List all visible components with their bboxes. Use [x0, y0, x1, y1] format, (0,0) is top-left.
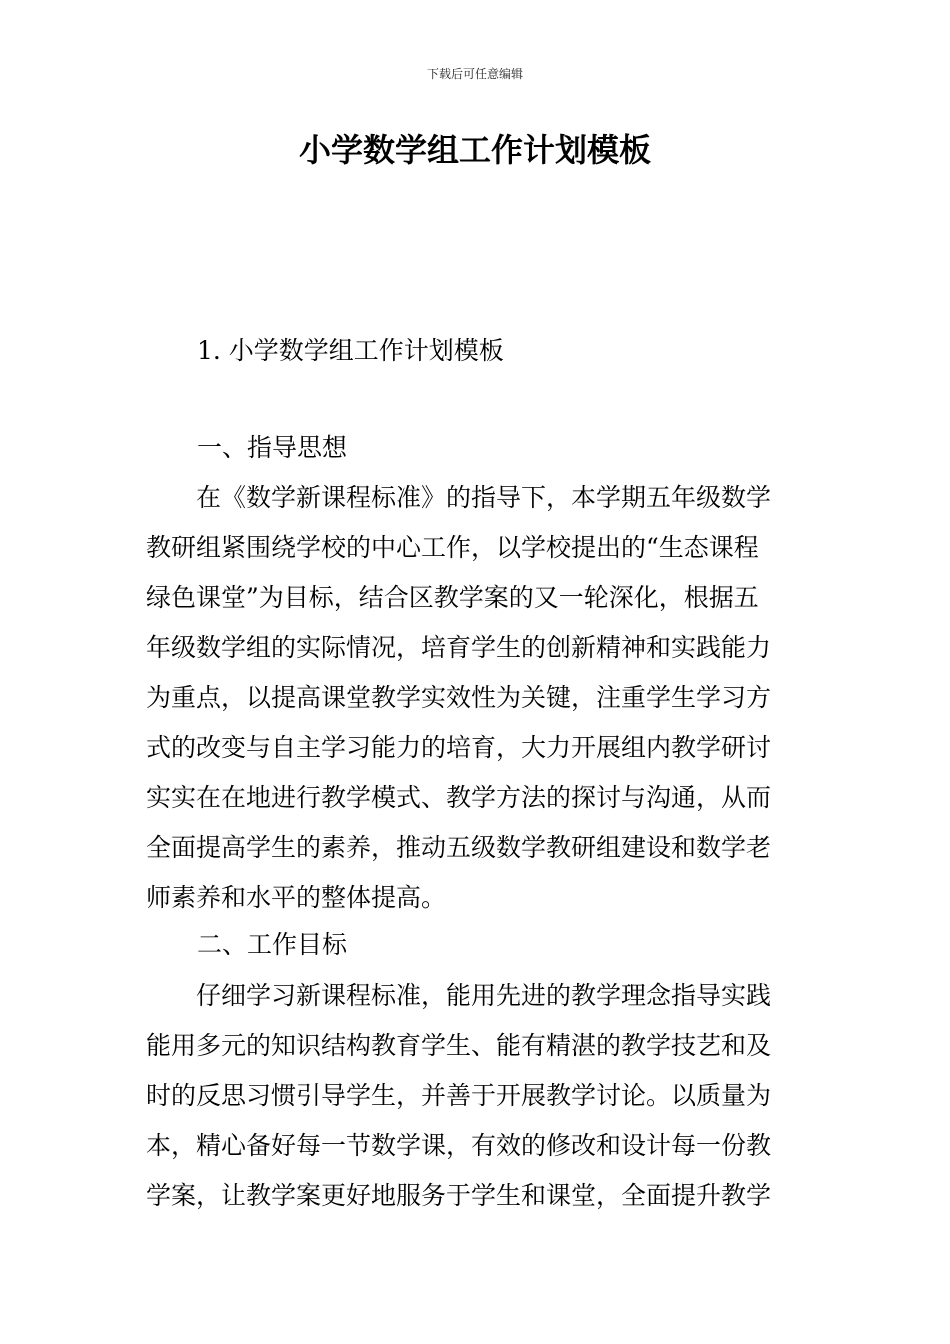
document-subtitle: 1. 小学数学组工作计划模板 [197, 336, 504, 365]
header-note: 下载后可任意编辑 [426, 67, 523, 81]
paragraph-line: 实实在在地进行教学模式、教学方法的探讨与沟通，从而 [146, 783, 772, 812]
paragraph-line: 全面提高学生的素养，推动五级数学教研组建设和数学老 [146, 833, 772, 862]
paragraph-line: 能用多元的知识结构教育学生、能有精湛的教学技艺和及 [146, 1031, 772, 1060]
paragraph-line: 在《数学新课程标准》的指导下，本学期五年级数学 [146, 483, 772, 512]
section-heading-guiding-ideology: 一、指导思想 [197, 433, 348, 462]
paragraph-line: 教研组紧围绕学校的中心工作，以学校提出的“生态课程 [146, 533, 759, 562]
paragraph-line: 绿色课堂”为目标，结合区教学案的又一轮深化，根据五 [146, 583, 759, 612]
paragraph-line: 师素养和水平的整体提高。 [146, 883, 447, 912]
section-heading-work-goals: 二、工作目标 [197, 930, 348, 959]
paragraph-line: 式的改变与自主学习能力的培育，大力开展组内教学研讨 [146, 733, 772, 762]
paragraph-line: 仔细学习新课程标准，能用先进的教学理念指导实践 [146, 981, 772, 1010]
paragraph-line: 学案，让教学案更好地服务于学生和课堂，全面提升教学 [146, 1181, 772, 1210]
section-paragraph-guiding-ideology [146, 473, 808, 923]
section-paragraph-work-goals [146, 971, 808, 1221]
paragraph-line: 时的反思习惯引导学生，并善于开展教学讨论。以质量为 [146, 1081, 772, 1110]
paragraph-line: 年级数学组的实际情况，培育学生的创新精神和实践能力 [146, 633, 772, 662]
paragraph-line: 为重点，以提高课堂教学实效性为关键，注重学生学习方 [146, 683, 772, 712]
document-title: 小学数学组工作计划模板 [298, 131, 651, 169]
paragraph-line: 本，精心备好每一节数学课，有效的修改和设计每一份教 [146, 1131, 772, 1160]
